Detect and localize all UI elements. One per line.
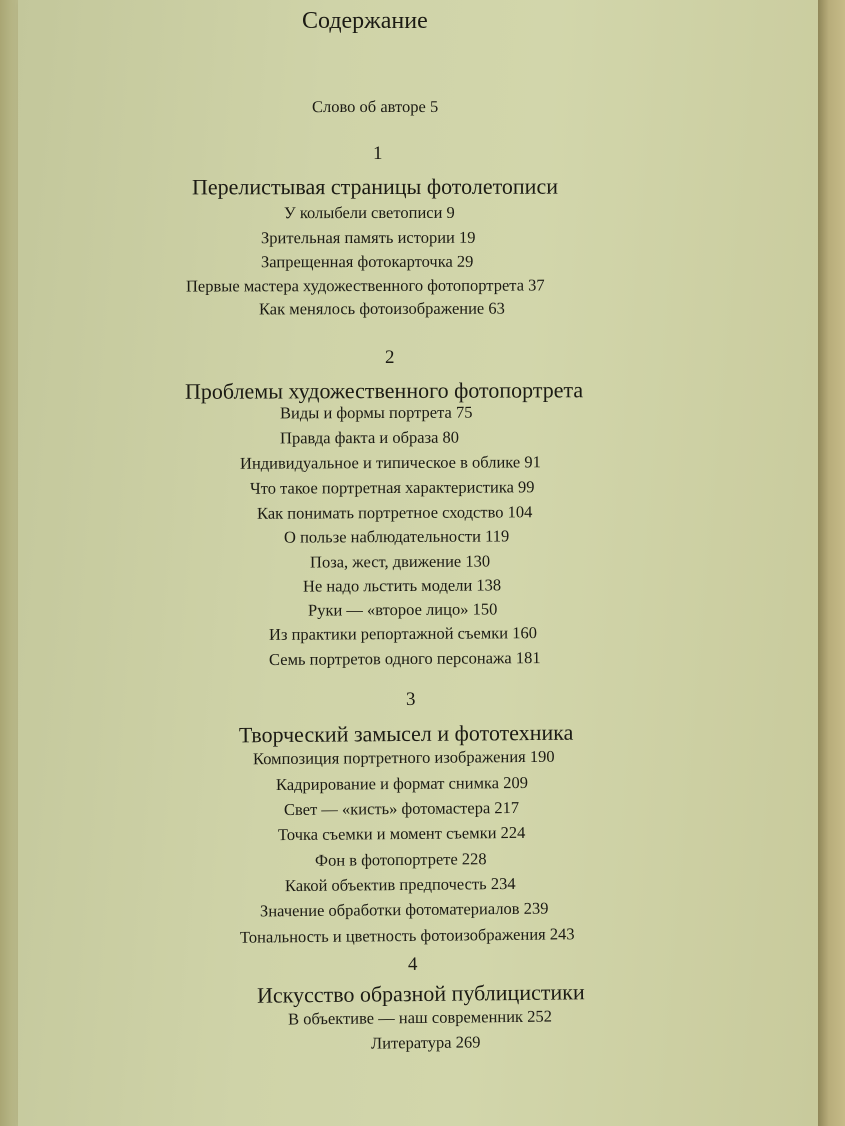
part-title: Искусство образной публицистики <box>256 979 585 1008</box>
toc-item: Виды и формы портрета 75 <box>279 402 473 423</box>
toc-item: Литература 269 <box>370 1032 481 1053</box>
part-number: 4 <box>407 953 418 976</box>
part-number: 2 <box>384 346 395 369</box>
toc-item: Поза, жест, движение 130 <box>309 551 491 572</box>
toc-item: Какой объектив предпочесть 234 <box>284 873 516 896</box>
toc-item: Фон в фотопортрете 228 <box>314 849 487 870</box>
toc-intro: Слово об авторе 5 <box>311 96 439 117</box>
toc-item: Композиция портретного изображения 190 <box>252 746 555 769</box>
toc-item: Свет — «кисть» фотомастера 217 <box>283 797 519 820</box>
toc-item: Что такое портретная характеристика 99 <box>249 477 535 498</box>
part-title: Перелистывая страницы фотолетописи <box>191 173 559 200</box>
part-title: Творческий замысел и фототехника <box>238 719 574 748</box>
part-number: 3 <box>405 688 416 711</box>
toc-item: Кадрирование и формат снимка 209 <box>275 772 529 795</box>
toc-item: Первые мастера художественного фотопортрета 37 <box>185 275 545 296</box>
toc-item: Значение обработки фотоматериалов 239 <box>259 898 549 921</box>
book-spine <box>0 0 18 1126</box>
toc-item: Запрещенная фотокарточка 29 <box>260 251 474 272</box>
toc-item: Как менялось фотоизображение 63 <box>258 298 505 319</box>
page-edge <box>818 0 845 1126</box>
toc-item: Тональность и цветность фотоизображения 243 <box>239 924 575 947</box>
toc-item: Как понимать портретное сходство 104 <box>256 502 532 523</box>
part-number: 1 <box>372 142 383 165</box>
toc-item: Индивидуальное и типическое в облике 91 <box>239 452 541 473</box>
toc-item: Точка съемки и момент съемки 224 <box>277 822 525 845</box>
toc-item: Не надо льстить модели 138 <box>302 575 502 596</box>
toc-item: У колыбели светописи 9 <box>283 202 455 223</box>
toc-title: Содержание <box>302 8 428 34</box>
toc-item: О пользе наблюдательности 119 <box>283 526 509 547</box>
toc-item: Зрительная память истории 19 <box>260 227 476 248</box>
toc-item: Руки — «второе лицо» 150 <box>307 599 497 620</box>
toc-item: Семь портретов одного персонажа 181 <box>268 648 541 669</box>
part-title: Проблемы художественного фотопортрета <box>184 377 584 404</box>
toc-item: Из практики репортажной съемки 160 <box>268 623 538 644</box>
toc-item: Правда факта и образа 80 <box>279 427 459 448</box>
toc-item: В объективе — наш современник 252 <box>287 1006 552 1029</box>
